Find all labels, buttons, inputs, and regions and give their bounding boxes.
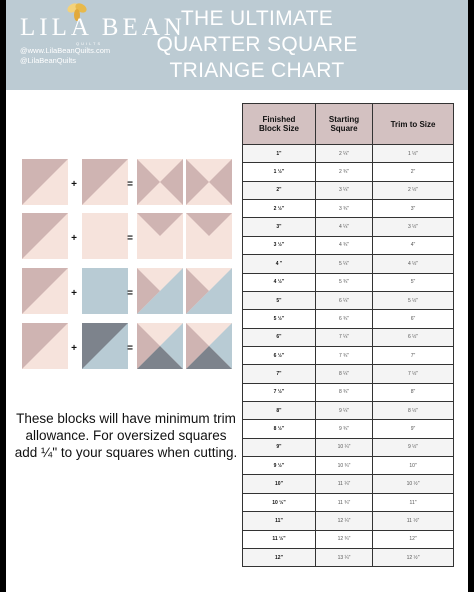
starting-square-cell: 3 ¼" — [315, 181, 372, 199]
plus-sign: + — [71, 343, 77, 354]
finished-size-cell: 9 ½" — [243, 457, 316, 475]
starting-square-cell: 6 ¾" — [315, 310, 372, 328]
trim-size-cell: 1 ½" — [373, 145, 454, 163]
table-row — [243, 420, 454, 438]
starting-square-cell: 11 ¼" — [315, 475, 372, 493]
starting-square-cell: 2 ¼" — [315, 145, 372, 163]
title-line-3: TRIANGE CHART — [169, 59, 345, 82]
trim-size-cell: 12 ½" — [373, 548, 454, 566]
plus-sign: + — [71, 233, 77, 244]
qst-result-block — [186, 323, 232, 369]
instagram-handle: @LilaBeanQuilts — [20, 56, 76, 65]
trim-size-cell: 3" — [373, 200, 454, 218]
table-row — [243, 255, 454, 273]
finished-size-cell: 9" — [243, 438, 316, 456]
qst-result-block — [186, 268, 232, 314]
table-header-row — [243, 104, 454, 145]
trim-size-cell: 2 ½" — [373, 181, 454, 199]
trim-size-cell: 6 ½" — [373, 328, 454, 346]
table-row — [243, 365, 454, 383]
table-row — [243, 438, 454, 456]
block-diagram — [6, 150, 246, 380]
trim-size-cell: 5" — [373, 273, 454, 291]
finished-size-cell: 5" — [243, 291, 316, 309]
starting-square-cell: 7 ¾" — [315, 346, 372, 364]
blue-square-block — [82, 268, 128, 314]
finished-size-cell: 4 " — [243, 255, 316, 273]
finished-size-cell: 10 ½" — [243, 493, 316, 511]
starting-square-cell: 8 ¼" — [315, 365, 372, 383]
trim-size-cell: 9" — [373, 420, 454, 438]
qst-result-block — [137, 213, 183, 259]
equals-sign: = — [127, 288, 133, 299]
starting-square-cell: 7 ¼" — [315, 328, 372, 346]
pink-cream-hst-block — [22, 213, 68, 259]
equals-sign: = — [127, 343, 133, 354]
trim-size-cell: 9 ½" — [373, 438, 454, 456]
qst-result-block — [137, 323, 183, 369]
table-row — [243, 273, 454, 291]
table-row — [243, 328, 454, 346]
finished-size-cell: 1" — [243, 145, 316, 163]
cream-square-block — [82, 213, 128, 259]
trim-size-cell: 4 ½" — [373, 255, 454, 273]
trim-size-cell: 3 ½" — [373, 218, 454, 236]
plus-sign: + — [71, 288, 77, 299]
qst-result-block — [186, 213, 232, 259]
finished-size-cell: 7" — [243, 365, 316, 383]
table-row — [243, 181, 454, 199]
table-row — [243, 475, 454, 493]
trim-size-cell: 5 ½" — [373, 291, 454, 309]
finished-size-cell: 2" — [243, 181, 316, 199]
trim-size-cell: 11" — [373, 493, 454, 511]
starting-square-cell: 10 ¼" — [315, 438, 372, 456]
pink-cream-hst-block — [22, 323, 68, 369]
starting-square-cell: 10 ¾" — [315, 457, 372, 475]
chart-page — [6, 0, 468, 592]
plus-sign: + — [71, 179, 77, 190]
title-line-1: THE ULTIMATE — [180, 7, 334, 30]
title-line-2: QUARTER SQUARE — [156, 33, 358, 56]
starting-square-cell: 2 ¾" — [315, 163, 372, 181]
table-row — [243, 346, 454, 364]
trim-size-cell: 12" — [373, 530, 454, 548]
qst-result-block — [186, 159, 232, 205]
finished-size-cell: 11 ½" — [243, 530, 316, 548]
table-row — [243, 236, 454, 254]
slate-blue-hst-block — [82, 323, 128, 369]
trim-allowance-note: These blocks will have minimum trim allowance. For oversized squares add ¼" to your squares when cutting. — [14, 411, 238, 460]
table-row — [243, 402, 454, 420]
trim-size-cell: 4" — [373, 236, 454, 254]
header-trim-to-size: Trim to Size — [373, 104, 454, 145]
table-row — [243, 145, 454, 163]
table-row — [243, 457, 454, 475]
finished-size-cell: 10" — [243, 475, 316, 493]
trim-size-cell: 6" — [373, 310, 454, 328]
header-starting-square: Starting Square — [315, 104, 372, 145]
starting-square-cell: 4 ¼" — [315, 218, 372, 236]
table-row — [243, 310, 454, 328]
qst-result-block — [137, 268, 183, 314]
finished-size-cell: 4 ½" — [243, 273, 316, 291]
diagram-row-3 — [22, 268, 232, 314]
finished-size-cell: 1 ½" — [243, 163, 316, 181]
trim-size-cell: 2" — [373, 163, 454, 181]
starting-square-cell: 12 ¼" — [315, 512, 372, 530]
finished-size-cell: 3" — [243, 218, 316, 236]
pink-cream-hst-block — [22, 268, 68, 314]
diagram-row-1 — [22, 159, 232, 205]
finished-size-cell: 5 ½" — [243, 310, 316, 328]
finished-size-cell: 12" — [243, 548, 316, 566]
trim-size-cell: 8 ½" — [373, 402, 454, 420]
qst-size-table — [242, 103, 454, 567]
header-finished-block-size: Finished Block Size — [243, 104, 316, 145]
table-row — [243, 291, 454, 309]
table-row — [243, 512, 454, 530]
table-row — [243, 218, 454, 236]
finished-size-cell: 7 ½" — [243, 383, 316, 401]
trim-size-cell: 10" — [373, 457, 454, 475]
logo-name: LILA BEAN — [20, 14, 186, 41]
equals-sign: = — [127, 233, 133, 244]
starting-square-cell: 5 ¾" — [315, 273, 372, 291]
finished-size-cell: 8 ½" — [243, 420, 316, 438]
logo-subtitle: QUILTS — [76, 41, 103, 46]
starting-square-cell: 8 ¾" — [315, 383, 372, 401]
table-row — [243, 530, 454, 548]
equals-sign: = — [127, 179, 133, 190]
table-row — [243, 163, 454, 181]
qst-result-block — [137, 159, 183, 205]
starting-square-cell: 5 ¼" — [315, 255, 372, 273]
starting-square-cell: 3 ¾" — [315, 200, 372, 218]
starting-square-cell: 9 ¾" — [315, 420, 372, 438]
finished-size-cell: 3 ½" — [243, 236, 316, 254]
trim-size-cell: 7" — [373, 346, 454, 364]
starting-square-cell: 13 ¼" — [315, 548, 372, 566]
finished-size-cell: 11" — [243, 512, 316, 530]
trim-size-cell: 8" — [373, 383, 454, 401]
trim-size-cell: 10 ½" — [373, 475, 454, 493]
pink-cream-hst-block — [82, 159, 128, 205]
diagram-row-2 — [22, 213, 232, 259]
table-row — [243, 200, 454, 218]
diagram-row-4 — [22, 323, 232, 369]
trim-size-cell: 11 ½" — [373, 512, 454, 530]
starting-square-cell: 6 ¼" — [315, 291, 372, 309]
header-banner — [6, 0, 468, 90]
website-handle: @www.LilaBeanQuilts.com — [20, 46, 111, 55]
finished-size-cell: 8" — [243, 402, 316, 420]
starting-square-cell: 9 ¼" — [315, 402, 372, 420]
table-row — [243, 493, 454, 511]
finished-size-cell: 6 ½" — [243, 346, 316, 364]
starting-square-cell: 11 ¾" — [315, 493, 372, 511]
table-row — [243, 548, 454, 566]
table-row — [243, 383, 454, 401]
starting-square-cell: 12 ¾" — [315, 530, 372, 548]
pink-cream-hst-block — [22, 159, 68, 205]
finished-size-cell: 2 ½" — [243, 200, 316, 218]
finished-size-cell: 6" — [243, 328, 316, 346]
trim-size-cell: 7 ½" — [373, 365, 454, 383]
starting-square-cell: 4 ¾" — [315, 236, 372, 254]
